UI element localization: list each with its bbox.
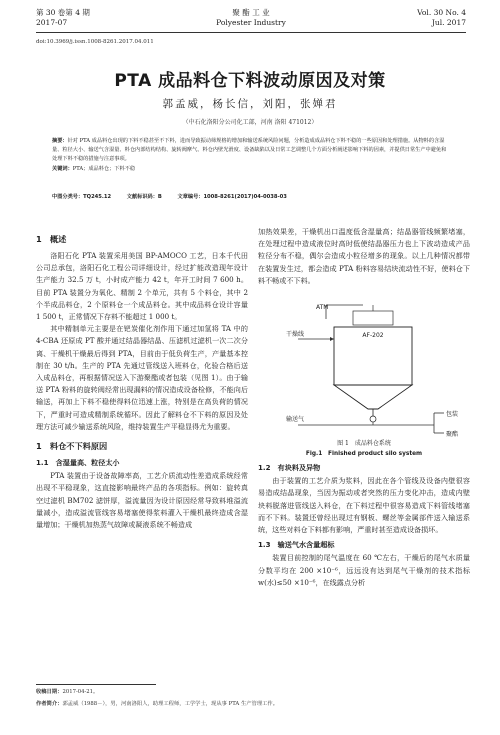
received-date: 2017-04-21。	[62, 689, 99, 695]
running-header	[36, 8, 466, 34]
silo-tag: AF-202	[362, 332, 384, 340]
clc-number: 中图分类号：TQ245.12	[52, 194, 112, 200]
packing-label: 包装	[446, 411, 459, 419]
abstract-text: 针对 PTA 成品料仓出现的下料不稳甚至不下料，进而导致振动筛规格的增加和输送系统风险问题，分析造成成品料仓下料不稳的一些原因和处理措施。从物料的含湿量、粒径大小、输送气含湿量、料仓内部结构结构、旋转阀摩气、料仓内壁光滑度、设备缺陷以及日常工艺调整几个方面分析阐述影响下料的因素，并提供日常生产中避免和处理下料不稳的措施与注意事项。	[52, 138, 447, 163]
polyester-label: 聚酯	[446, 431, 459, 438]
authors: 郭孟威，杨长信，刘阳，张婵君	[162, 98, 338, 110]
rotary-valve	[370, 416, 376, 422]
issue-date-en: Jul. 2017	[431, 18, 466, 27]
volume-issue: 第 30 卷第 4 期	[36, 8, 90, 17]
dryer-line-label: 干燥线	[286, 331, 305, 339]
dryer-feed-arrow	[330, 337, 334, 341]
subsection-1-1-paragraph: PTA 装置由于设备故障率高，工艺介质流动性差造成系统经常出现不平稳现象，这直接影响最终产品的各项指标。例如：旋转真空过滤机 BM702 滤饼厚，溢流量因为设计原因经常导致料堆溢流量减小，造成溢流管线容易堵塞使得浆料灌入干燥机最终造成含湿量增加；干燥机加热蒸气故障或凝液系统不畅造成	[36, 471, 248, 530]
abstract	[52, 137, 448, 174]
continued-paragraph: 加热效果差，干燥机出口温度低含湿量高；结晶器管线频繁堵塞，在处理过程中造成液位时高时低使结晶器压力也上下波动造成产品粒径分布不稳，偶尔会造成小粒径增多的现象。以上几种情况都带在装置发生过，都会造成 PTA 粉料容易结块流动性不好，使料仓下料不畅或不下料。	[258, 227, 470, 285]
subsection-1-1-title: 1.1 含湿量高、粒径太小	[36, 458, 120, 468]
figure-caption	[258, 439, 470, 459]
atm-label: ATM	[316, 304, 329, 312]
silo-cone	[334, 385, 412, 409]
received-label: 收稿日期：	[36, 689, 63, 695]
section-2-title: 1 料仓不下料原因	[36, 441, 108, 452]
conveying-gas-label: 输送气	[286, 416, 305, 424]
section-1-title: 1 概述	[36, 234, 67, 244]
author-bio: 郭孟威（1988－），男，河南洛阳人，助理工程师，工学学士，现从事 PTA 生产管理工作。	[62, 701, 279, 707]
doi[interactable]: doi:10.3969/j.issn.1008-8261.2017.04.011	[36, 39, 154, 45]
article-number: 文章编号：1008-8261(2017)04-0038-03	[177, 194, 287, 200]
journal-name-en: Polyester Industry	[216, 18, 286, 27]
figure-1	[258, 297, 470, 437]
classification-line	[52, 193, 448, 200]
author-bio-label: 作者简介：	[36, 701, 63, 707]
dust-filter	[353, 311, 393, 325]
journal-name-cn: 聚 酯 工 业	[232, 8, 270, 17]
figure-caption-cn: 图 1 成品料仓系统	[337, 440, 391, 448]
header-rule	[36, 32, 466, 33]
keywords-label: 关键词：	[52, 165, 73, 172]
subsection-1-2-title: 1.2 有块料及异物	[258, 463, 321, 473]
footnote-author	[36, 700, 466, 709]
figure-caption-en: Fig.1 Finished product silo system	[305, 451, 423, 458]
issue-date: 2017-07	[36, 18, 68, 27]
footnote-rule	[36, 684, 156, 685]
abstract-label: 摘要：	[52, 138, 68, 144]
section-1-paragraph-1: 洛阳石化 PTA 装置采用美国 BP-AMOCO 工艺，日本千代田公司总承包，洛阳石化工程公司详细设计，经过扩能改造现年设计生产能力 32.5 万 t，小时成产能力 42 t，年开工时间 7 600 h。目前 PTA 装置分为氧化、精制 2 个单元，共有 5 个料仓，其中 2 个半成品料仓，2 个原料仓一个成品料仓。其中成品料仓设计容量 1 500 t，正常情况下存料不能超过 1 000 t。	[36, 251, 248, 322]
subsection-1-3-paragraph: 装置目前控制的尾气温度在 60 ℃左右，干燥后的尾气水质量分数平均在 200 ×10⁻⁶，远远没有达到尾气干燥剂的技术指标 w(水)≤50 ×10⁻⁶，在线露点分析	[258, 553, 470, 587]
subsection-1-3-title: 1.3 输送气水含量超标	[258, 540, 335, 550]
left-column	[36, 226, 248, 531]
subsection-1-2-paragraph: 由于装置的工艺介质为浆料，因此在各个管线及设备内壁很容易造成结晶现象，当因为振动或者突然的压力变化冲击，造成内壁块料脱落进管线送入料仓，在下料过程中很容易造成下料管线堵塞而不下料。装置还曾经出现过有钢板、螺丝等金属部件送入输送系统，这些对料仓下料都有影响，严重时甚至造成设备损坏。	[258, 476, 470, 535]
right-column	[258, 226, 470, 589]
paper-title: PTA 成品料仓下料波动原因及对策	[114, 71, 386, 91]
section-1-paragraph-2: 其中精制单元主要是在钯炭催化剂作用下通过加氢将 TA 中的 4-CBA 还原成 PT 酸并通过结晶器结晶、压滤机过滤机一次二次分离、干燥机干燥最后得到 PTA，目前由于低负荷生产，产量基本控制在 30 t/h。生产的 PTA 先通过管线送入班料仓，化验合格后送入成品料仓，再根据情况送入下游聚酯或者包装（见图 1）。由于输送 PTA 粉料的旋转阀经常出现漏料的情况造成设备检修，不能向后输送，再加上下料不稳使得料位迅速上涨，特别是在高负荷的情况下，严重时可造成精制系统循环。因此了解料仓不下料的原因及处理方法可减少输送系统风险，维持装置生产平稳显得尤为重要。	[36, 324, 248, 431]
affiliation: （中石化洛阳分公司化工部，河南 洛阳 471012）	[182, 119, 318, 126]
document-code: 文献标识码：B	[126, 194, 162, 200]
footnote-received	[36, 688, 466, 697]
volume-issue-en: Vol. 30 No. 4	[417, 8, 466, 17]
silo-system-diagram	[258, 297, 470, 437]
keywords-text: PTA；成品料仓；下料不稳	[72, 165, 136, 172]
